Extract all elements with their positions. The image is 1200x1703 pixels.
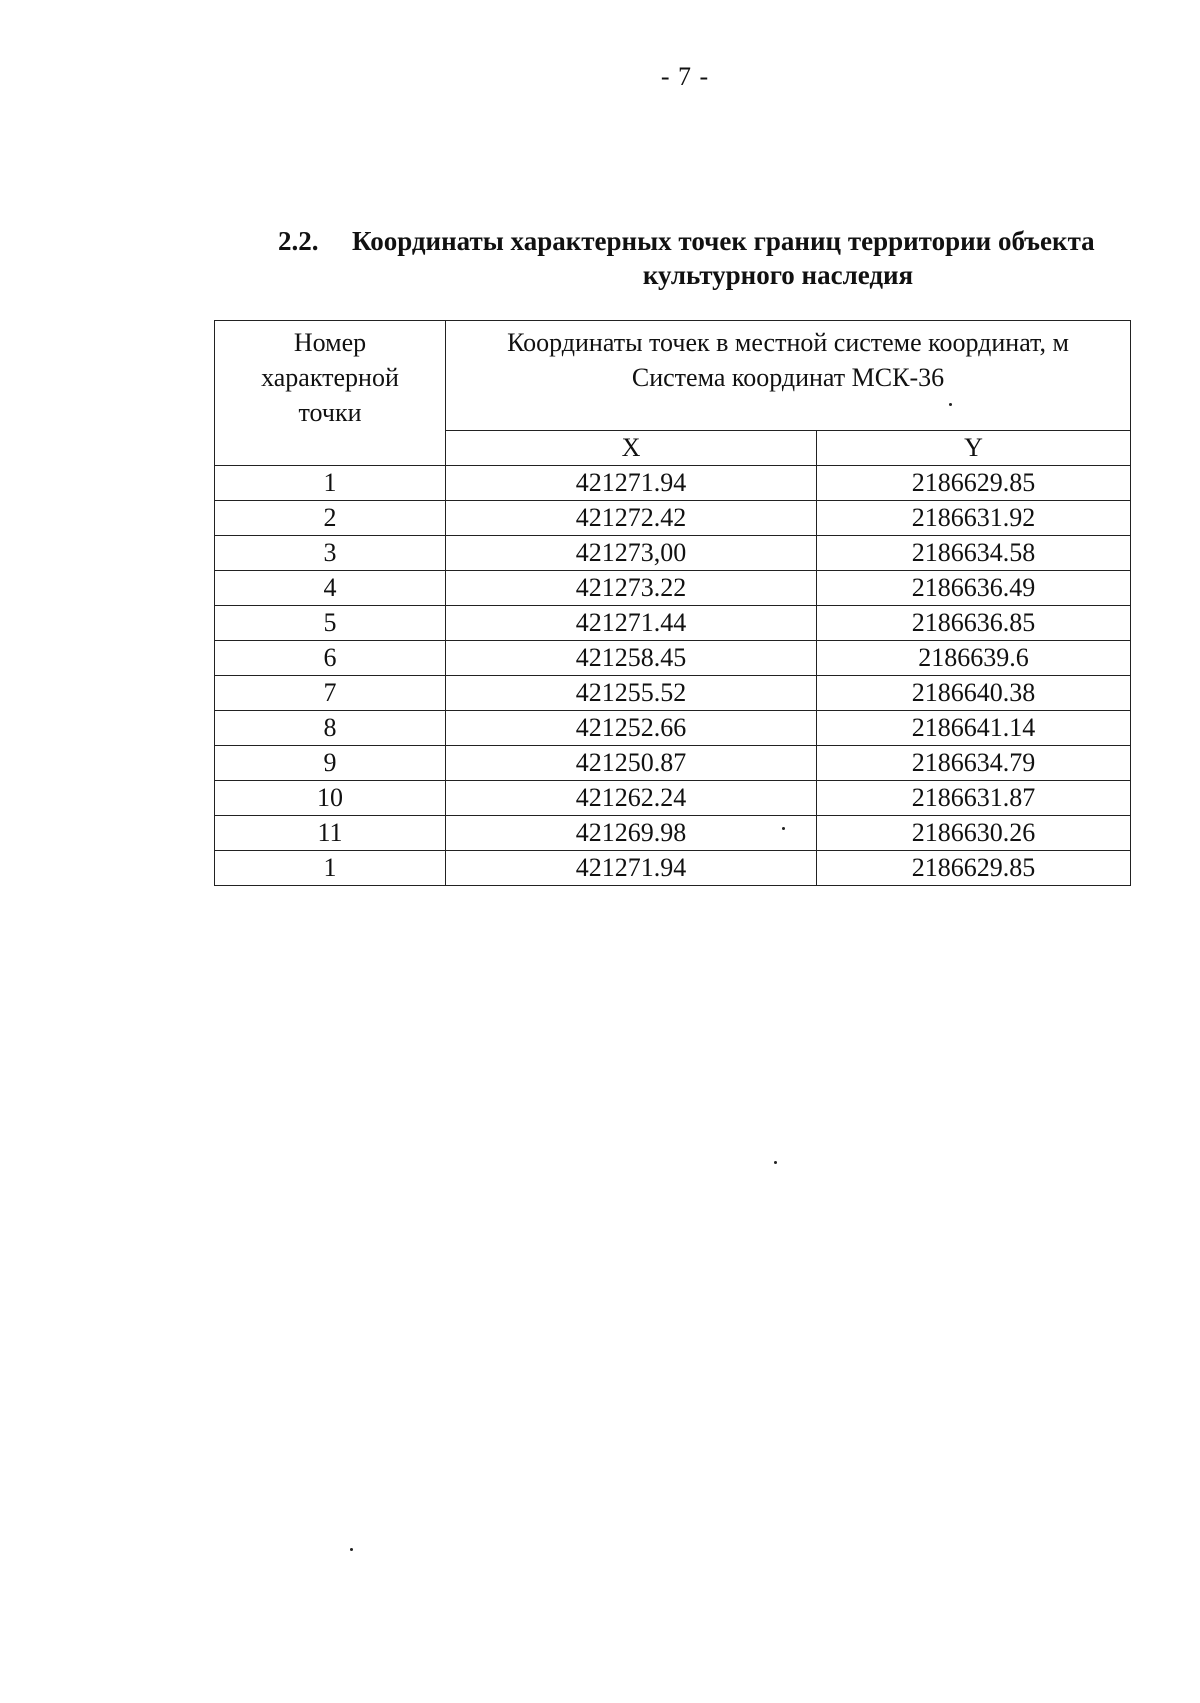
cell-point: 10 xyxy=(215,781,446,816)
cell-point: 7 xyxy=(215,676,446,711)
cell-x: 421255.52 xyxy=(446,676,817,711)
coordinates-table xyxy=(214,320,1131,886)
header-coordinates-line2: Система координат МСК-36 xyxy=(631,363,945,392)
section-title-line1: Координаты характерных точек границ территории объекта xyxy=(352,226,1095,256)
section-number: 2.2. xyxy=(278,226,319,256)
cell-point: 11 xyxy=(215,816,446,851)
cell-y: 2186634.79 xyxy=(817,746,1131,781)
cell-x: 421258.45 xyxy=(446,641,817,676)
cell-point: 9 xyxy=(215,746,446,781)
table-row xyxy=(215,711,1131,746)
scan-speck xyxy=(949,403,952,406)
table-row xyxy=(215,466,1131,501)
section-heading xyxy=(278,224,1148,292)
scan-speck xyxy=(350,1548,353,1551)
cell-y: 2186641.14 xyxy=(817,711,1131,746)
cell-y: 2186629.85 xyxy=(817,466,1131,501)
table-row xyxy=(215,606,1131,641)
cell-y: 2186636.85 xyxy=(817,606,1131,641)
header-point-line: Номер xyxy=(293,328,367,357)
cell-y: 2186639.6 xyxy=(817,641,1131,676)
table-row xyxy=(215,501,1131,536)
cell-point: 1 xyxy=(215,851,446,886)
cell-y: 2186634.58 xyxy=(817,536,1131,571)
table-row xyxy=(215,781,1131,816)
cell-y: 2186629.85 xyxy=(817,851,1131,886)
cell-x: 421271.94 xyxy=(446,466,817,501)
header-y: Y xyxy=(817,431,1131,466)
cell-x: 421273,00 xyxy=(446,536,817,571)
cell-x: 421250.87 xyxy=(446,746,817,781)
table-row xyxy=(215,816,1131,851)
cell-x: 421252.66 xyxy=(446,711,817,746)
table-row xyxy=(215,851,1131,886)
cell-x: 421273.22 xyxy=(446,571,817,606)
cell-x: 421272.42 xyxy=(446,501,817,536)
cell-x: 421271.44 xyxy=(446,606,817,641)
table-row xyxy=(215,571,1131,606)
cell-point: 3 xyxy=(215,536,446,571)
cell-point: 5 xyxy=(215,606,446,641)
header-point-line: характерной xyxy=(261,363,399,392)
cell-point: 1 xyxy=(215,466,446,501)
cell-x: 421269.98 xyxy=(446,816,817,851)
cell-point: 4 xyxy=(215,571,446,606)
scan-speck xyxy=(782,827,785,830)
scan-speck xyxy=(774,1161,777,1164)
table-header-row xyxy=(215,321,1131,431)
header-coordinates xyxy=(446,321,1131,431)
table-row xyxy=(215,641,1131,676)
cell-x: 421262.24 xyxy=(446,781,817,816)
table-row xyxy=(215,746,1131,781)
cell-y: 2186630.26 xyxy=(817,816,1131,851)
table-row xyxy=(215,676,1131,711)
cell-y: 2186640.38 xyxy=(817,676,1131,711)
section-heading-line1 xyxy=(278,224,1148,258)
cell-y: 2186631.92 xyxy=(817,501,1131,536)
section-title-line2: культурного наследия xyxy=(642,260,914,290)
table-row xyxy=(215,536,1131,571)
header-point-line: точки xyxy=(298,398,362,427)
cell-y: 2186636.49 xyxy=(817,571,1131,606)
header-x: X xyxy=(446,431,817,466)
header-coordinates-line1: Координаты точек в местной системе координат, м xyxy=(507,328,1069,357)
header-point-number xyxy=(215,321,446,466)
cell-x: 421271.94 xyxy=(446,851,817,886)
page-number: - 7 - xyxy=(660,62,710,91)
cell-point: 8 xyxy=(215,711,446,746)
cell-point: 2 xyxy=(215,501,446,536)
cell-y: 2186631.87 xyxy=(817,781,1131,816)
cell-point: 6 xyxy=(215,641,446,676)
